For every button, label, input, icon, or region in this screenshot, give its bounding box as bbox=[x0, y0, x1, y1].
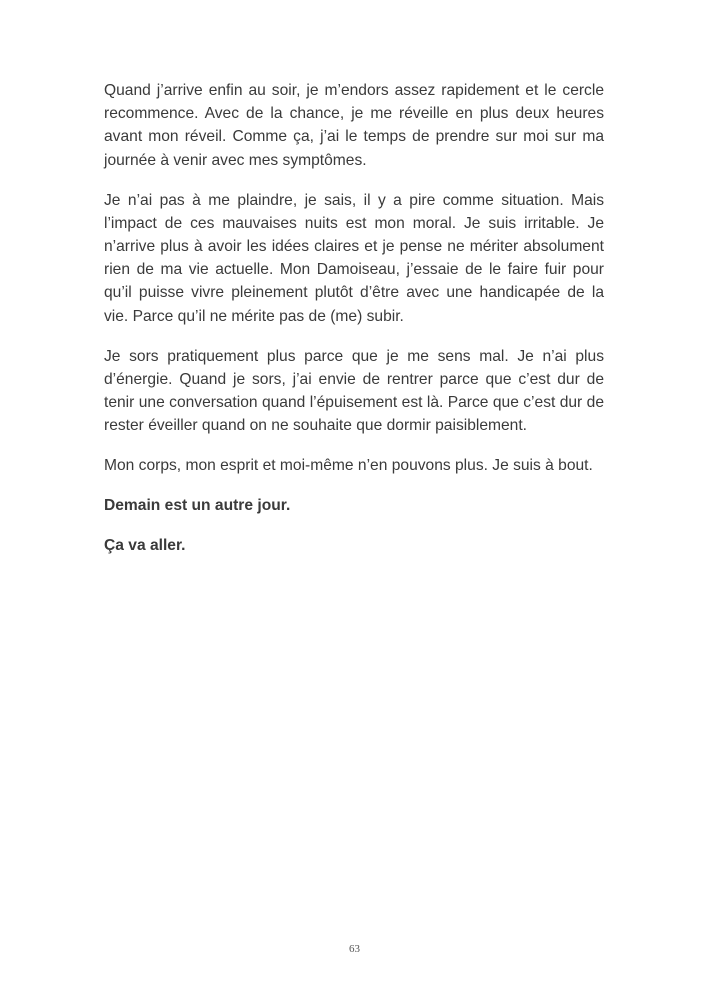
paragraph-2: Je n’ai pas à me plaindre, je sais, il y a pire comme situation. Mais l’impact de ces mauvaises nuits est mon moral. Je suis irritable. Je n’arrive plus à avoir les idées claires et je pense ne mériter absolument rien de ma vie actuelle. Mon Damoiseau, j’essaie de le faire fuir pour qu’il puisse vivre pleinement plutôt d’être avec une handicapée de la vie. Parce qu’il ne mérite pas de (me) subir. bbox=[104, 191, 604, 325]
bold-line-1: Demain est un autre jour. bbox=[104, 497, 291, 515]
body-text bbox=[104, 79, 604, 574]
page-number: 63 bbox=[349, 943, 360, 955]
paragraph-1: Quand j’arrive enfin au soir, je m’endors assez rapidement et le cercle recommence. Avec de la chance, je me réveille en plus deux heures avant mon réveil. Comme ça, j’ai le temps de prendre sur moi sur ma journée à venir avec mes symptômes. bbox=[104, 82, 604, 169]
paragraph-3: Je sors pratiquement plus parce que je me sens mal. Je n’ai plus d’énergie. Quand je sors, j’ai envie de rentrer parce que c’est dur de tenir une conversation quand l’épuisement est là. Parce que c’est dur de rester éveiller quand on ne souhaite que dormir paisiblement. bbox=[104, 347, 604, 435]
paragraph-4: Mon corps, mon esprit et moi-même n’en pouvons plus. Je suis à bout. bbox=[104, 457, 593, 475]
bold-line-2: Ça va aller. bbox=[104, 537, 186, 555]
